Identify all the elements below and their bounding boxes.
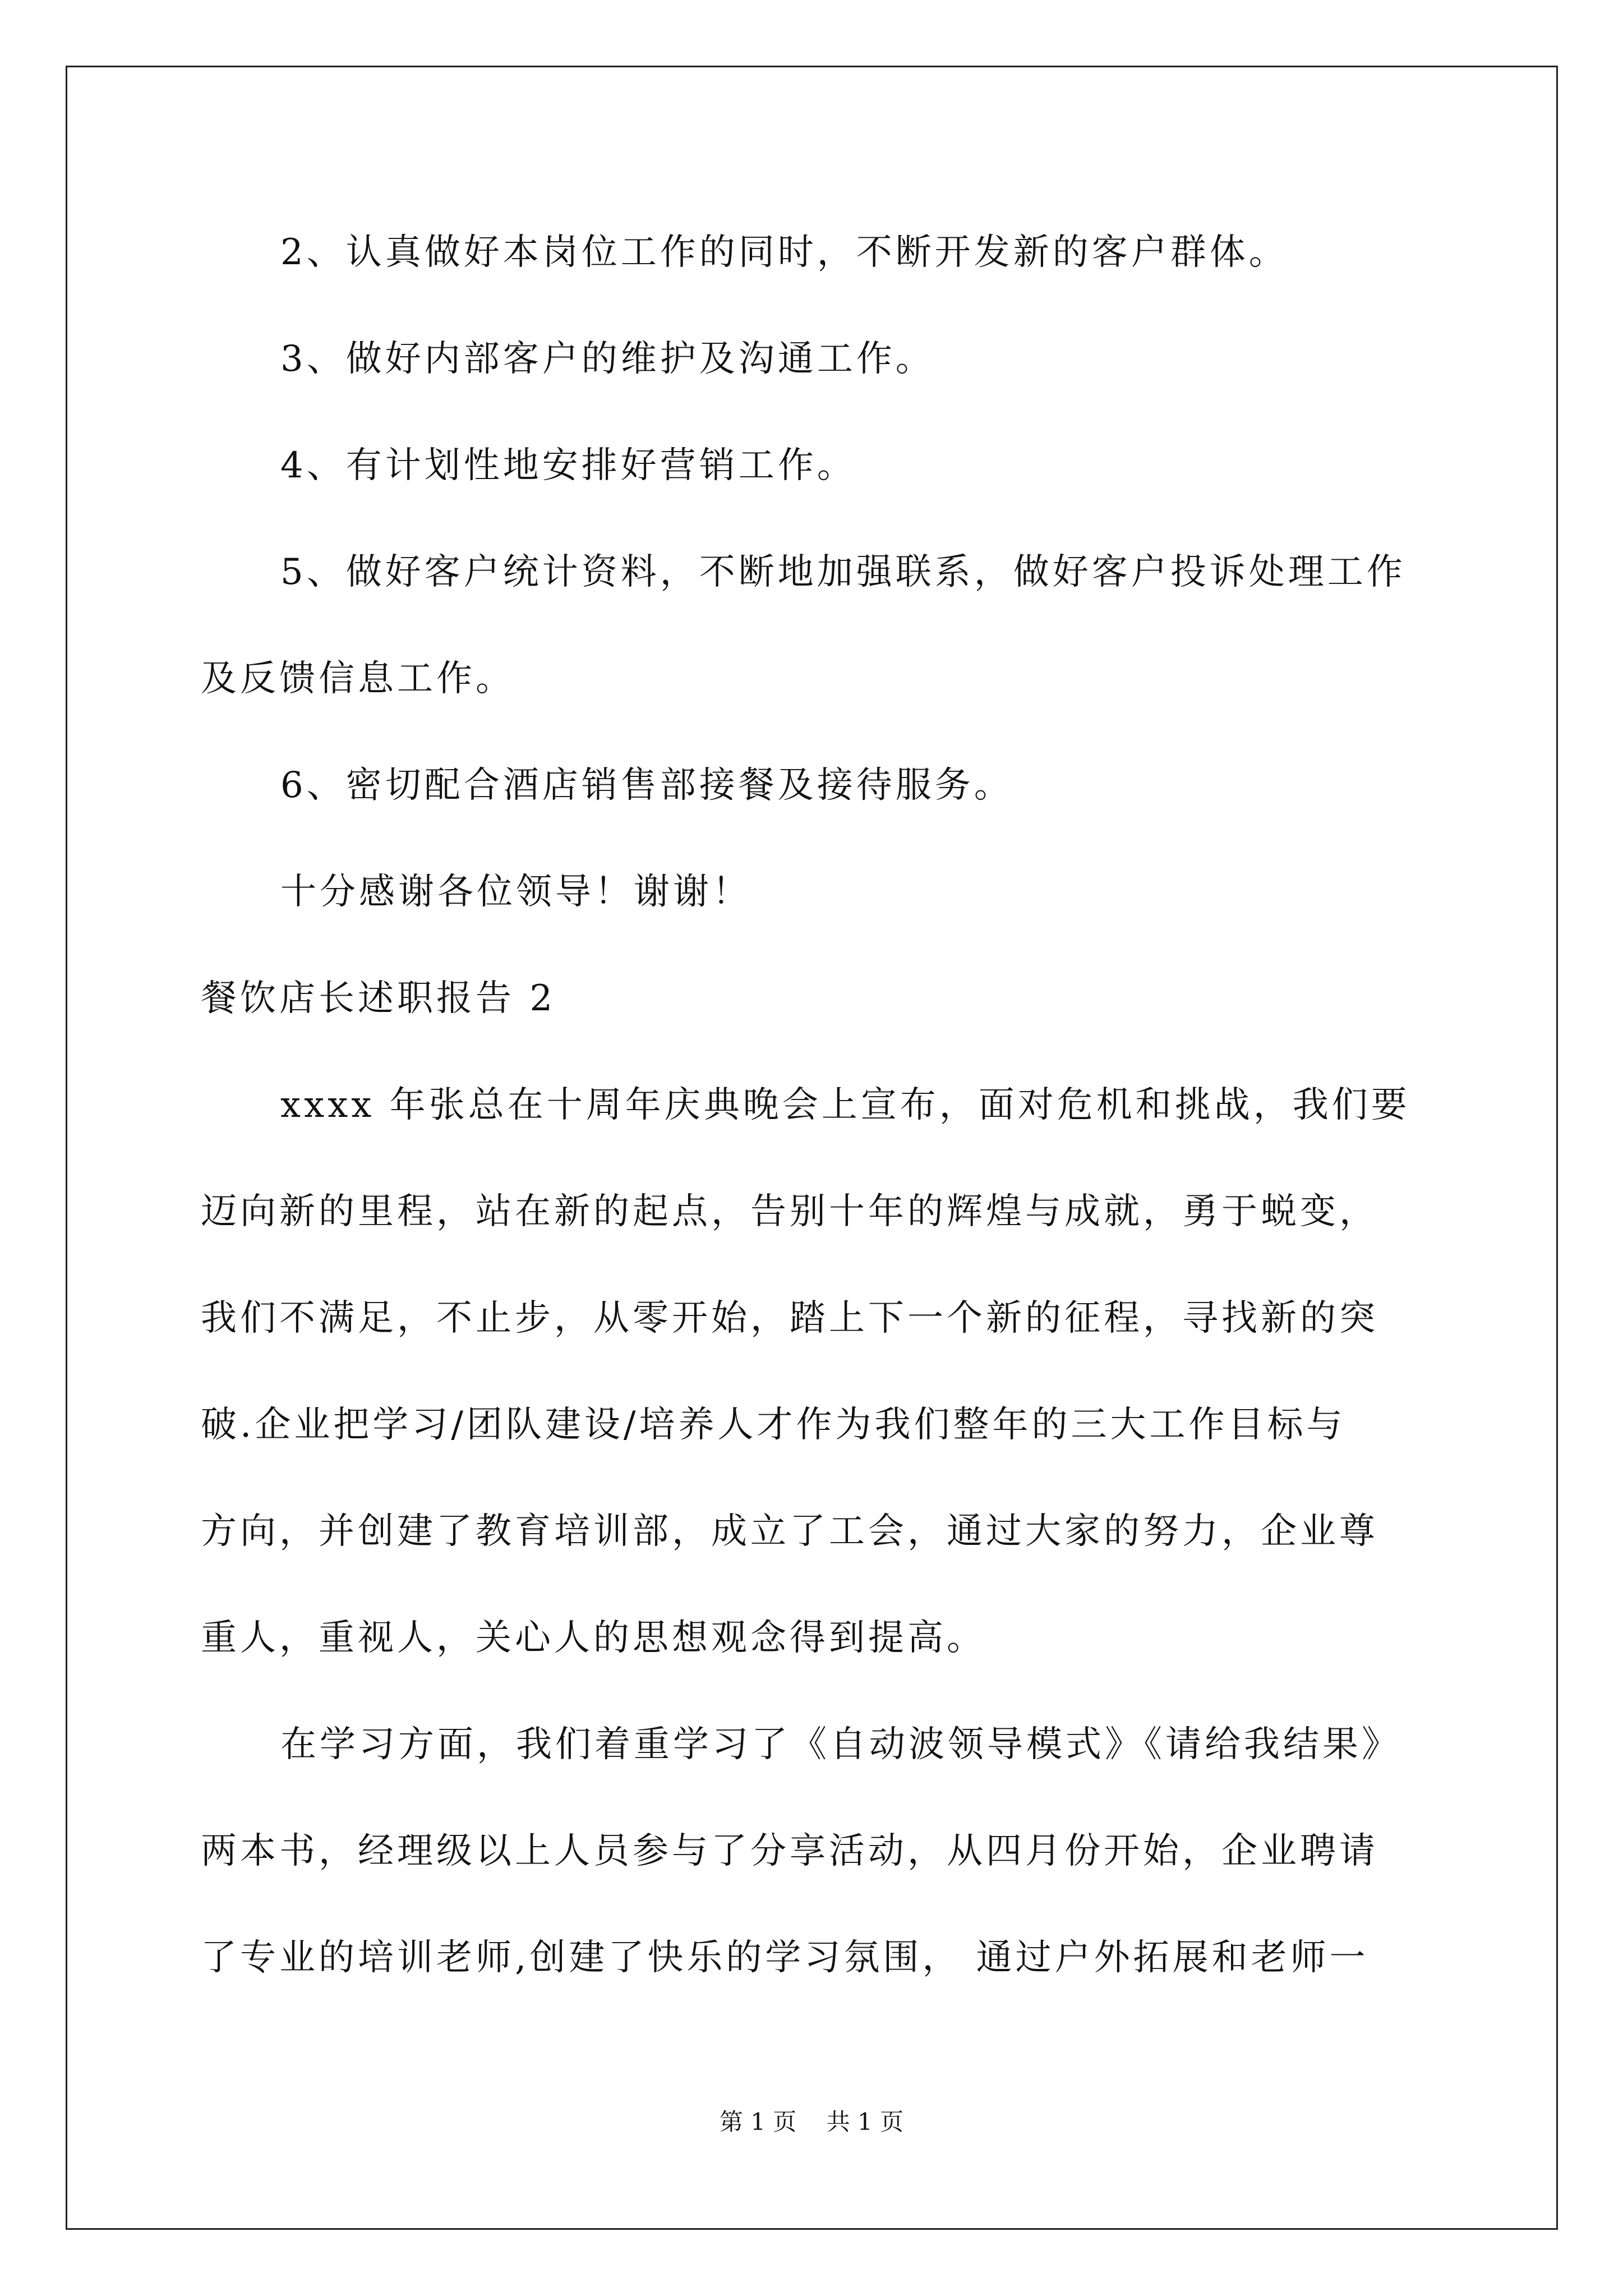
paragraph-b-line-3: 了专业的培训老师,创建了快乐的学习氛围， 通过户外拓展和老师一 <box>201 1937 1369 1978</box>
paragraph-a-line-1: xxxx 年张总在十周年庆典晚会上宣布，面对危机和挑战，我们要 <box>280 1084 1410 1126</box>
paragraph-a-line-4: 破.企业把学习/团队建设/培养人才作为我们整年的三大工作目标与 <box>201 1404 1346 1446</box>
paragraph-item-3: 3、做好内部客户的维护及沟通工作。 <box>280 338 935 380</box>
paragraph-a-line-5: 方向，并创建了教育培训部，成立了工会，通过大家的努力，企业尊 <box>201 1511 1378 1552</box>
paragraph-item-5-line-2: 及反馈信息工作。 <box>201 658 515 700</box>
paragraph-a-line-3: 我们不满足，不止步，从零开始，踏上下一个新的征程，寻找新的突 <box>201 1297 1378 1339</box>
paragraph-item-5-line-1: 5、做好客户统计资料，不断地加强联系，做好客户投诉处理工作 <box>280 551 1406 593</box>
paragraph-b-line-2: 两本书，经理级以上人员参与了分享活动，从四月份开始，企业聘请 <box>201 1830 1378 1872</box>
page-footer: 第 1 页 共 1 页 <box>719 2108 904 2136</box>
paragraph-item-6: 6、密切配合酒店销售部接餐及接待服务。 <box>280 765 1013 806</box>
paragraph-a-line-6: 重人，重视人，关心人的思想观念得到提高。 <box>201 1617 986 1659</box>
thanks-line: 十分感谢各位领导！谢谢！ <box>280 871 751 913</box>
section-heading: 餐饮店长述职报告 2 <box>201 978 556 1019</box>
paragraph-item-2: 2、认真做好本岗位工作的同时，不断开发新的客户群体。 <box>280 232 1288 273</box>
paragraph-b-line-1: 在学习方面，我们着重学习了《自动波领导模式》《请给我结果》 <box>280 1724 1401 1765</box>
paragraph-a-line-2: 迈向新的里程，站在新的起点，告别十年的辉煌与成就，勇于蜕变， <box>201 1191 1378 1232</box>
page-border <box>66 66 1558 2230</box>
paragraph-item-4: 4、有计划性地安排好营销工作。 <box>280 445 856 486</box>
